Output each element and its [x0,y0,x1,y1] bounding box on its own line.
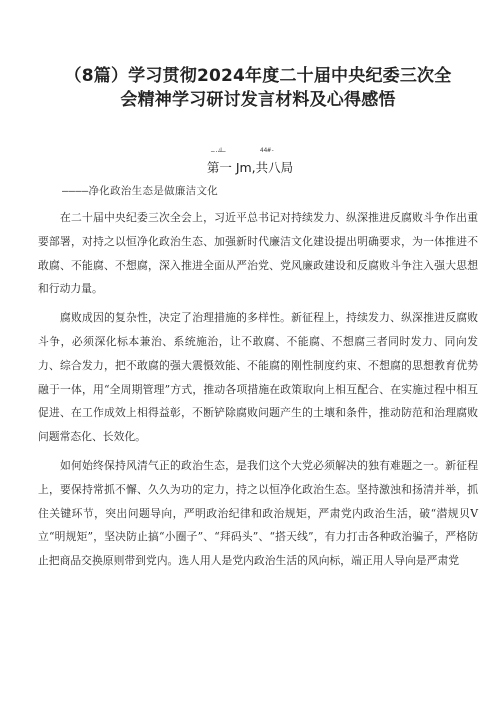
title-line-1: （8篇）学习贯彻2024年度二十届中央纪委三次全 [64,66,452,86]
title-line-2: 会精神学习研讨发言材料及心得感悟 [120,90,396,110]
document-body [38,206,478,573]
section-subtitle: ————净化政治生态是做廉洁文化 [62,185,219,197]
paragraph-2: 腐败成因的复杂性，决定了治理措施的多样性。新征程上，持续发力、纵深推进反腐败斗争，必须深化标本兼治、系统施治，让不敢腐、不能腐、不想腐三者同时发力、同向发力、综合发力，把不敢腐的强大震慑效能、不能腐的刚性制度约束、不想腐的思想教育优势融于一体，用“全周期管理”方式，推动各项措施在政策取向上相互配合、在实施过程中相互促进、在工作成效上相得益彰，不断铲除腐败问题产生的土壤和条件，推动防范和治理腐败问题常态化、长效化。 [38,311,478,444]
paragraph-1: 在二十届中央纪委三次全会上，习近平总书记对持续发力、纵深推进反腐败斗争作出重要部署，对持之以恒净化政治生态、加强新时代廉洁文化建设提出明确要求，为一体推进不敢腐、不能腐、不想腐，深入推进全面从严治党、党风廉政建设和反腐败斗争注入强大思想和行动力量。 [38,211,478,296]
mark-left: ـﻚ.ـ [211,147,226,154]
paragraph-3: 如何始终保持风清气正的政治生态，是我们这个大党必须解决的独有难题之一。新征程上，要保持常抓不懈、久久为功的定力，持之以恒净化政治生态。坚持激浊和扬清并举，抓住关键环节，突出问题导向，严明政治纪律和政治规矩，严肃党内政治生活，破“潜规贝V立“明规矩”，坚决防止搞“小圈子”、“拜码头”、“搭天线”，有力打击各种政治骗子，严格防止把商品交换原则带到党内。选人用人是党内政治生活的风向标，端正用人导向是严肃党 [38,458,478,568]
header-marks [0,147,500,157]
mark-right: 44#- [260,147,275,154]
document-title [38,64,478,112]
section-heading: 第一 Jm,共八局 [206,160,294,175]
